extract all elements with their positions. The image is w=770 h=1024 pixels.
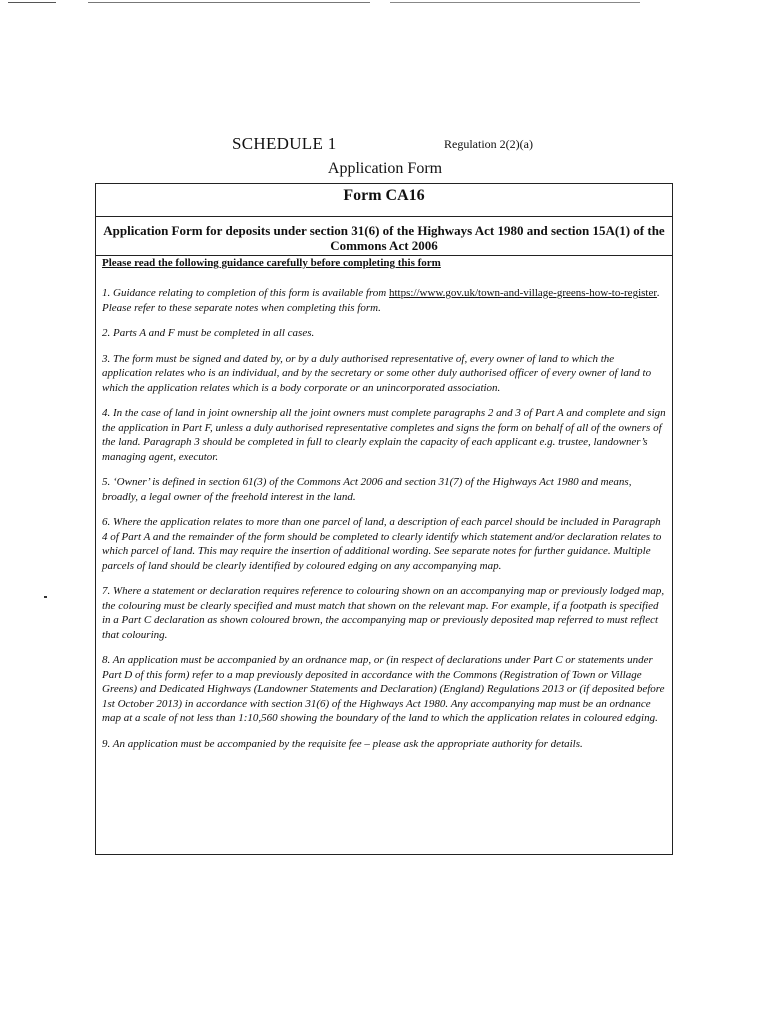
scan-artifact-line [88, 2, 370, 3]
guidance-paragraph-1 [102, 286, 666, 315]
regulation-reference: Regulation 2(2)(a) [444, 137, 533, 151]
form-code-row [96, 184, 672, 217]
guidance-paragraph-4: 4. In the case of land in joint ownership all the joint owners must complete paragraphs 2 and 3 of Part A and complete and sign the application in Part F, unless a duly authorised representative completes and signs the form on behalf of all of the owners of the land. Paragraph 3 should be completed in full to clearly explain the capacity of each applicant e.g. trustee, landowner’s managing agent, executor. [102, 407, 666, 463]
guidance-paragraph-2: 2. Parts A and F must be completed in all cases. [102, 327, 315, 339]
scan-artifact-line [390, 2, 640, 3]
schedule-header [232, 134, 572, 156]
guidance-paragraph-5: 5. ‘Owner’ is defined in section 61(3) of the Commons Act 2006 and section 31(7) of the Highways Act 1980 and means, broadly, a legal owner of the freehold interest in the land. [102, 476, 632, 503]
application-form-title: Application Form [327, 160, 443, 177]
form-subtitle: Application Form for deposits under section 31(6) of the Highways Act 1980 and section 15A(1) of the Commons Act 2006 [96, 219, 672, 256]
form-box [95, 183, 673, 855]
guidance-section [96, 257, 672, 751]
guidance-paragraph-8: 8. An application must be accompanied by an ordnance map, or (in respect of declarations under Part C or statements under Part D of this form) refer to a map previously deposited in accordance with the Commons (Registration of Town or Village Greens) and Dedicated Highways (Landowner Statements and Declaration) (England) Regulations 2013 or (if deposited before 1st October 2013) in accordance with section 31(6) of the Highways Act 1980. Any accompanying map must be an ordnance map at a scale of not less than 1:10,560 showing the boundary of the land to which the application relates in coloured edging. [102, 654, 665, 724]
form-code: Form CA16 [343, 187, 425, 204]
schedule-title: SCHEDULE 1 [232, 134, 337, 153]
guidance-paragraph-7: 7. Where a statement or declaration requires reference to colouring shown on an accompanying map or previously lodged map, the colouring must be clearly specified and must match that shown on the relevant map. For example, if a footpath is specified in a Part C declaration as shown coloured brown, the accompanying map or previously deposited map referred to must reflect that colouring. [102, 585, 665, 641]
guidance-paragraph-9: 9. An application must be accompanied by the requisite fee – please ask the appropriate authority for details. [102, 737, 583, 750]
guidance-heading: Please read the following guidance carefully before completing this form [102, 257, 441, 269]
para1-prefix: 1. Guidance relating to completion of this form is available from [102, 287, 389, 299]
para1-suffix: . Please refer to these separate notes when completing this form. [102, 287, 660, 314]
scan-artifact-line [8, 2, 56, 3]
guidance-paragraph-3: 3. The form must be signed and dated by, or by a duly authorised representative of, every owner of land to which the application relates who is an individual, and by the secretary or some other duly authorised officer of every owner of land to which the application relates which is a body corporate or an unincorporated association. [102, 352, 652, 394]
guidance-paragraph-6: 6. Where the application relates to more than one parcel of land, a description of each parcel should be included in Paragraph 4 of Part A and the remainder of the form should be completed to clearly identify which statement and/or declaration relates to which parcel of land. This may require the insertion of additional wording. See separate notes for further guidance. Multiple parcels of land should be clearly identified by coloured edging on any accompanying map. [102, 516, 662, 572]
scan-speck [44, 596, 47, 598]
guidance-link[interactable]: https://www.gov.uk/town-and-village-greens-how-to-register [389, 287, 658, 299]
